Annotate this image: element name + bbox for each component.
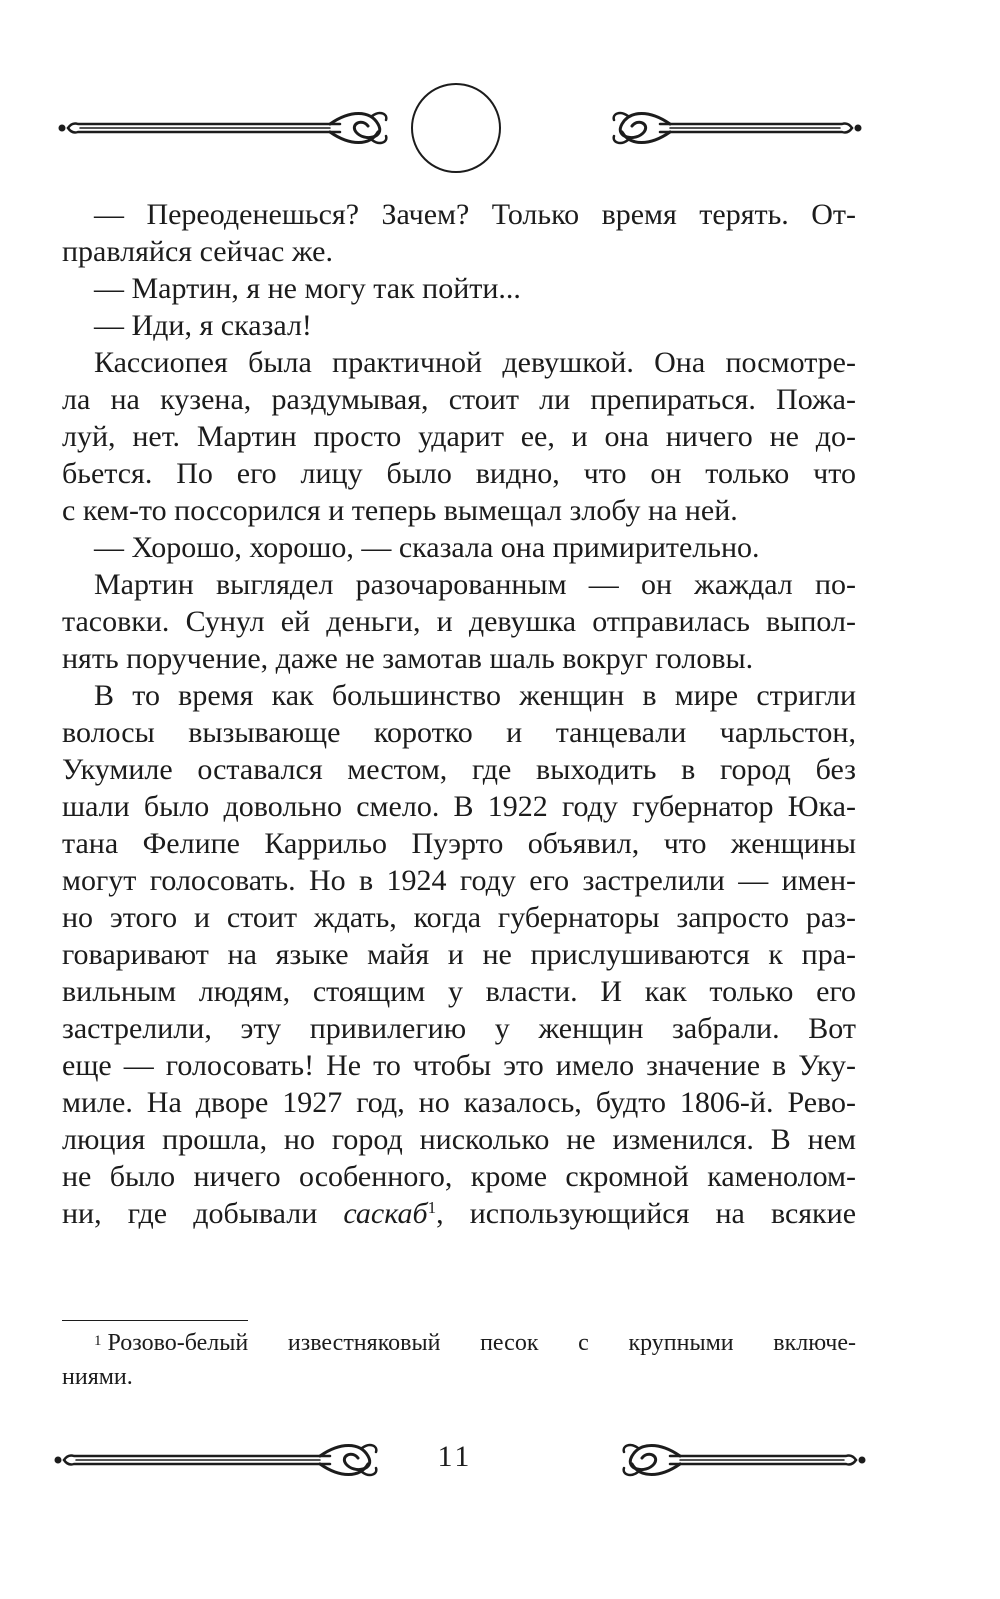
last-line-before: ни, где добывали [62,1197,344,1230]
text-line: — Иди, я сказал! [94,309,312,342]
text-line: — Переоденешься? Зачем? Только время терять. От- [94,198,856,231]
text-line: волосы вызывающе коротко и танцевали чарльстон, [62,716,856,749]
text-line: ла на кузена, раздумывая, стоит ли препираться. Пожа- [62,383,856,416]
text-line-last [62,1195,856,1232]
text-line: с кем-то поссорился и теперь вымещал злобу на ней. [62,494,738,527]
text-line: Мартин выглядел разочарованным — он жаждал по- [94,568,856,601]
text-line: Кассиопея была практичной девушкой. Она посмотре- [94,346,856,379]
text-line: луй, нет. Мартин просто ударит ее, и она ничего не до- [62,420,856,453]
footnote-divider [62,1320,248,1321]
italic-term: саскаб [343,1197,428,1230]
footnote-reference: 1 [427,1198,437,1217]
body-text [62,196,856,1232]
text-line: Укумиле оставался местом, где выходить в город без [62,753,856,786]
footnote-line-2: ниями. [62,1364,133,1390]
text-line: застрелили, эту привилегию у женщин забрали. Вот [62,1012,856,1045]
footnote-line-1 [62,1326,856,1360]
text-line: нять поручение, даже не замотав шаль вокруг головы. [62,642,754,675]
text-line: не было ничего особенного, кроме скромной каменолом- [62,1160,856,1193]
text-line: вильным людям, стоящим у власти. И как только его [62,975,856,1008]
text-line: но этого и стоит ждать, когда губернаторы запросто раз- [62,901,856,934]
text-line: тасовки. Сунул ей деньги, и девушка отправилась выпол- [62,605,856,638]
text-line: — Мартин, я не могу так пойти... [94,272,521,305]
text-line: люция прошла, но город нисколько не изменился. В нем [62,1123,856,1156]
text-line: — Хорошо, хорошо, — сказала она примирительно. [94,531,760,564]
text-line: В то время как большинство женщин в мире стригли [94,679,856,712]
text-line: могут голосовать. Но в 1924 году его застрелили — имен- [62,864,856,897]
footnote-text-1: Розово-белый известняковый песок с крупными включе- [107,1330,856,1356]
text-line: тана Фелипе Каррильо Пуэрто объявил, что женщины [62,827,856,860]
footnote-marker: 1 [94,1333,102,1349]
top-ornament [0,80,1000,180]
text-line: бьется. По его лицу было видно, что он только что [62,457,856,490]
text-line: говаривают на языке майя и не прислушиваются к пра- [62,938,856,971]
page-number: 11 [437,1440,473,1473]
text-line: миле. На дворе 1927 год, но казалось, будто 1806-й. Рево- [62,1086,856,1119]
text-line: правляйся сейчас же. [62,235,333,268]
text-line: еще — голосовать! Не то чтобы это имело значение в Уку- [62,1049,856,1082]
footnote [62,1326,856,1394]
text-line: шали было довольно смело. В 1922 году губернатор Юка- [62,790,856,823]
top-flourish-icon [0,80,1000,180]
last-line-after: , использующийся на всякие [436,1197,856,1230]
